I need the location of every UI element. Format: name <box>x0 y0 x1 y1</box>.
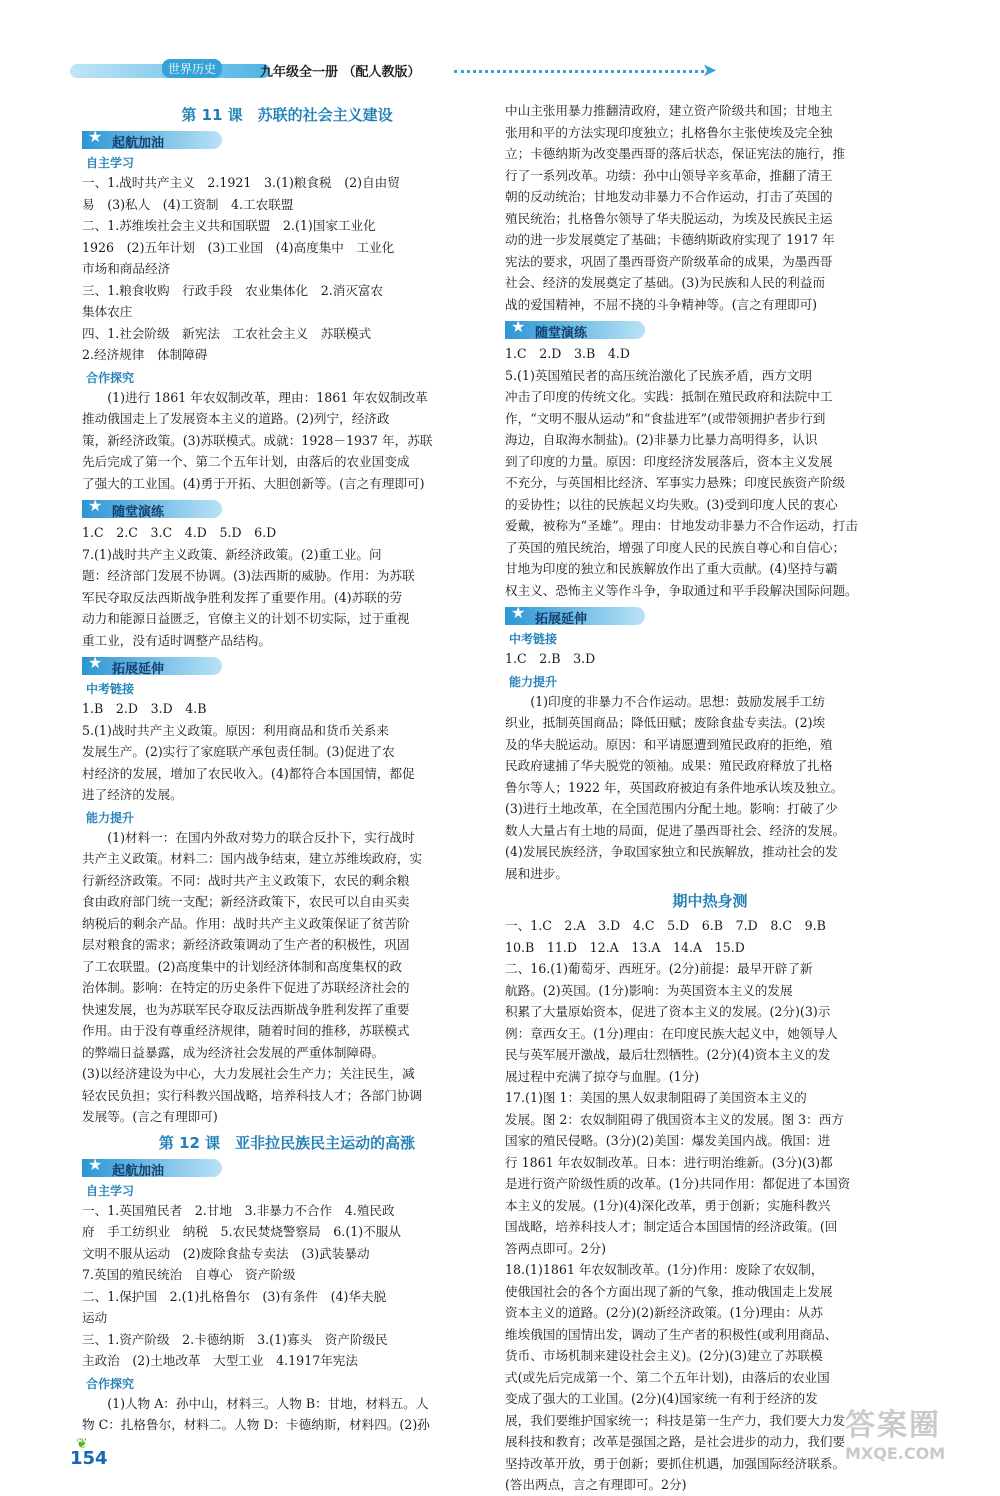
text-line: 爱戴，被称为“圣雄”。理由：甘地发动非暴力不合作运动，打击 <box>505 518 858 533</box>
text-line: 进了经济的发展。 <box>82 787 183 802</box>
page-number <box>68 1436 108 1470</box>
text-line: 的弊端日益暴露，成为经济社会发展的严重体制障碍。 <box>82 1044 385 1060</box>
text-line: 5.(1)英国殖民者的高压统治激化了民族矛盾，西方文明 <box>505 367 812 383</box>
text-line: 国家的殖民侵略。(3分)(2)美国：爆发美国内战。俄国：进 <box>505 1133 831 1148</box>
text-line: 运动 <box>82 1310 108 1325</box>
header-dotted-line <box>454 70 704 73</box>
text-line: 冲击了印度的传统文化。实践：抵制在殖民政府和法院中工 <box>505 389 833 404</box>
page-header <box>70 50 730 90</box>
left-column <box>82 100 492 1436</box>
midterm-title: 期中热身测 <box>672 892 748 910</box>
text-line: 发展等。(言之有理即可) <box>82 1109 218 1124</box>
text-line: (1)人物 A：孙中山，材料三。人物 B：甘地，材料五。人 <box>107 1395 429 1411</box>
watermark <box>845 1400 995 1480</box>
text-line: 文明不服从运动 (2)废除食盐专卖法 (3)武装暴动 <box>82 1245 370 1261</box>
text-line: (3)以经济建设为中心，大力发展社会生产力；关注民生，减 <box>82 1066 415 1081</box>
text-line: 轻农民负担；实行科教兴国战略，培养科技人才；各部门协调 <box>82 1087 423 1103</box>
watermark-top: 答案圈 <box>845 1408 941 1443</box>
text-line: 府 手工纺织业 纳税 5.农民焚烧警察局 6.(1)不服从 <box>82 1224 401 1239</box>
text-line: 式(或先后完成第一个、第二个五年计划)，由落后的农业国 <box>505 1369 830 1385</box>
text-line: 1.C 2.C 3.C 4.D 5.D 6.D <box>82 525 277 540</box>
text-line: 治体制。影响：在特定的历史条件下促进了苏联经济社会的 <box>82 980 410 995</box>
text-line: 市场和商品经济 <box>82 261 171 276</box>
text-line: 集体农庄 <box>82 304 133 319</box>
subsection-label: 合作探究 <box>86 1376 135 1391</box>
text-line: 了强大的工业国。(4)勇于开拓、大胆创新等。(言之有理即可) <box>82 475 425 491</box>
text-line: 5.(1)战时共产主义政策。原因：利用商品和货币关系来 <box>82 722 389 738</box>
text-line: 展和进步。 <box>505 865 568 881</box>
text-line: 主政治 (2)土地改革 大型工业 4.1917年宪法 <box>82 1353 358 1368</box>
text-line: 纳税后的剩余产品。作用：战时共产主义政策保证了贫苦阶 <box>82 915 410 931</box>
text-line: (3)进行土地改革，在全国范围内分配土地。影响：打破了少 <box>505 801 838 816</box>
text-line: 层对粮食的需求；新经济政策调动了生产者的积极性，巩固 <box>82 937 410 952</box>
subsection-label: 中考链接 <box>86 682 135 696</box>
page-number-text: 154 <box>70 1448 108 1469</box>
section-bar: ★ 起航加油 <box>82 1157 492 1179</box>
text-line: 二、16.(1)葡萄牙、西班牙。(2分)前提：最早开辟了新 <box>505 961 813 976</box>
text-line: (1)印度的非暴力不合作运动。思想：鼓励发展手工纺 <box>530 693 826 709</box>
subsection-label: 合作探究 <box>86 370 135 385</box>
text-line: 朝的反动统治；甘地发动非暴力不合作运动，打击了英国的 <box>505 189 833 204</box>
text-line: 18.(1)1861 年农奴制改革。(1分)作用：废除了农奴制， <box>505 1262 824 1277</box>
text-line: 民与英军展开激战，最后壮烈牺牲。(2分)(4)资本主义的发 <box>505 1047 831 1062</box>
text-line: (答出两点，言之有理即可。2分) <box>505 1477 687 1492</box>
text-line: 推动俄国走上了发展资本主义的道路。(2)列宁，经济政 <box>82 411 390 426</box>
text-line: 7.英国的殖民统治 自尊心 资产阶级 <box>82 1267 296 1282</box>
text-line: (1)进行 1861 年农奴制改革，理由：1861 年农奴制改革 <box>107 389 428 405</box>
text-line: 权主义、恐怖主义等作斗争，争取通过和平手段解决国际问题。 <box>505 582 858 598</box>
star-icon: ★ <box>88 496 103 515</box>
text-line: 了英国的殖民统治，增强了印度人民的民族自尊心和自信心； <box>505 539 846 555</box>
text-line: 二、1.保护国 2.(1)扎格鲁尔 (3)有条件 (4)华夫脱 <box>82 1288 387 1304</box>
text-line: 维埃俄国的国情出发，调动了生产者的积极性(或利用商品、 <box>505 1326 838 1342</box>
header-subject: 世界历史 <box>162 59 222 78</box>
text-line: 社会、经济的发展奠定了基础。(3)为民族和人民的利益而 <box>505 275 826 290</box>
text-line: 行了一系列改革。功绩：孙中山领导辛亥革命，推翻了清王 <box>505 167 833 183</box>
text-line: 数人大量占有土地的局面，促进了墨西哥社会、经济的发展。 <box>505 822 846 838</box>
text-line: 一、1.战时共产主义 2.1921 3.(1)粮食税 (2)自由贸 <box>82 175 400 190</box>
text-line: 及的华夫脱运动。原因：和平请愿遭到殖民政府的拒绝，殖 <box>505 736 833 752</box>
text-line: 食由政府部门统一支配；新经济政策下，农民可以自由买卖 <box>82 894 410 909</box>
text-line: 1.B 2.D 3.D 4.B <box>82 701 207 716</box>
text-line: 国战略，培养科技人才；制定适合本国国情的经济政策。(回 <box>505 1219 838 1234</box>
text-line: 作，“文明不服从运动”和“食盐进军”(或带领拥护者步行到 <box>505 410 826 426</box>
text-line: 作用。由于没有尊重经济规律，随着时间的推移，苏联模式 <box>82 1023 410 1038</box>
text-line: 1926 (2)五年计划 (3)工业国 (4)高度集中 工业化 <box>82 239 395 255</box>
text-line: 动的进一步发展奠定了基础；卡德纳斯政府实现了 1917 年 <box>505 232 835 247</box>
text-line: 宪法的要求，巩固了墨西哥资产阶级革命的成果，为墨西哥 <box>505 253 833 269</box>
text-line: 例：章西女王。(1分)理由：在印度民族大起义中，她领导人 <box>505 1025 838 1041</box>
text-line: 17.(1)图 1：美国的黑人奴隶制阻碍了美国资本主义的 <box>505 1090 807 1105</box>
text-line: 资本主义的道路。(2分)(2)新经济政策。(1分)理由：从苏 <box>505 1305 823 1320</box>
text-line: 中山主张用暴力推翻清政府，建立资产阶级共和国；甘地主 <box>505 103 833 118</box>
subsection-label: 能力提升 <box>509 674 558 689</box>
text-line: 10.B 11.D 12.A 13.A 14.A 15.D <box>505 939 745 955</box>
subsection-label: 能力提升 <box>86 810 135 825</box>
text-line: 四、1.社会阶级 新宪法 工农社会主义 苏联模式 <box>82 325 372 341</box>
text-line: 先后完成了第一个、第二个五年计划，由落后的农业国变成 <box>82 454 410 469</box>
text-line: 二、1.苏维埃社会主义共和国联盟 2.(1)国家工业化 <box>82 218 376 233</box>
text-line: 展科技和教育；改革是强国之路，是社会进步的动力，我们要 <box>505 1434 846 1449</box>
text-line: 2.经济规律 体制障碍 <box>82 347 208 362</box>
text-line: 本主义的发展。(1分)(4)深化改革，勇于创新；实施科教兴 <box>505 1197 831 1213</box>
text-line: 展，我们要维护国家统一；科技是第一生产力，我们要大力发 <box>505 1412 846 1428</box>
subsection-label: 自主学习 <box>86 1183 135 1198</box>
text-line: 易 (3)私人 (4)工资制 4.工农联盟 <box>82 196 294 212</box>
text-line: 一、1.C 2.A 3.D 4.C 5.D 6.B 7.D 8.C 9.B <box>505 918 826 933</box>
text-line: 积累了大量原始资本，促进了资本主义的发展。(2分)(3)示 <box>505 1004 831 1019</box>
text-line: 是进行资产阶级性质的改革。(1分)共同作用：都促进了本国资 <box>505 1176 851 1191</box>
text-line: 变成了强大的工业国。(2分)(4)国家统一有利于经济的发 <box>505 1391 818 1406</box>
text-line: 快速发展，也为苏联军民夺取反法西斯战争胜利发挥了重要 <box>82 1001 410 1017</box>
section-bar: ★ 随堂演练 <box>505 319 915 341</box>
text-line: 发展。图 2：农奴制阻碍了俄国资本主义的发展。图 3：西方 <box>505 1111 844 1127</box>
text-line: 航路。(2)英国。(1分)影响：为英国资本主义的发展 <box>505 982 793 998</box>
text-line: 不充分，与英国相比经济、军事实力悬殊；印度民族资产阶级 <box>505 475 846 490</box>
text-line: 共产主义政策。材料二：国内战争结束，建立苏维埃政府，实 <box>82 851 423 866</box>
text-line: 重工业，没有适时调整产品结构。 <box>82 632 271 648</box>
text-line: (4)发展民族经济，争取国家独立和民族解放，推动社会的发 <box>505 844 838 859</box>
section-bar: ★ 起航加油 <box>82 129 492 151</box>
text-line: 了工农联盟。(2)高度集中的计划经济体制和高度集权的政 <box>82 958 403 974</box>
text-line: 1.C 2.D 3.B 4.D <box>505 346 630 361</box>
text-line: 坚持改革开放，勇于创新；要抓住机遇，加强国际经济联系。 <box>505 1455 846 1471</box>
text-line: 行新经济政策。不同：战时共产主义政策下，农民的剩余粮 <box>82 872 410 888</box>
text-line: 行 1861 年农奴制改革。日本：进行明治维新。(3分)(3)都 <box>505 1154 833 1170</box>
watermark-bottom: MXQE.COM <box>845 1444 946 1463</box>
right-column <box>505 100 915 1496</box>
text-line: 民政府逮捕了华夫脱党的领袖。成果：殖民政府释放了扎格 <box>505 758 833 773</box>
text-line: 物 C：扎格鲁尔，材料二。人物 D：卡德纳斯，材料四。(2)孙 <box>82 1417 430 1432</box>
text-line: 发展生产。(2)实行了家庭联产承包责任制。(3)促进了农 <box>82 744 395 759</box>
text-line: 海边，自取海水制盐)。(2)非暴力比暴力高明得多，认识 <box>505 432 818 447</box>
leaf-icon: ❦ <box>76 1436 88 1452</box>
text-line: 的妥协性；以往的民族起义均失败。(3)受到印度人民的衷心 <box>505 496 838 512</box>
text-line: 三、1.粮食收购 行政手段 农业集体化 2.消灭富农 <box>82 282 384 298</box>
text-line: 三、1.资产阶级 2.卡德纳斯 3.(1)寡头 资产阶级民 <box>82 1331 388 1347</box>
star-icon: ★ <box>511 603 526 622</box>
text-line: 到了印度的力量。原因：印度经济发展落后，资本主义发展 <box>505 453 833 469</box>
text-line: 鲁尔等人；1922 年，英国政府被迫有条件地承认埃及独立。 <box>505 779 844 795</box>
text-line: 答两点即可。2分) <box>505 1240 607 1256</box>
subsection-label: 中考链接 <box>509 632 558 646</box>
text-line: 战的爱国精神，不屈不挠的斗争精神等。(言之有理即可) <box>505 296 818 312</box>
section-bar: ★ 拓展延伸 <box>505 605 915 627</box>
text-line: (1)材料一：在国内外敌对势力的联合反扑下，实行战时 <box>107 829 415 845</box>
text-line: 7.(1)战时共产主义政策、新经济政策。(2)重工业。问 <box>82 546 382 562</box>
text-line: 甘地为印度的独立和民族解放作出了重大贡献。(4)坚持与霸 <box>505 561 838 576</box>
text-line: 织业，抵制英国商品；降低田赋；废除食盐专卖法。(2)埃 <box>505 715 826 730</box>
lesson-11-title: 第 11 课 苏联的社会主义建设 <box>181 106 393 124</box>
star-icon: ★ <box>88 653 103 672</box>
text-line: 题：经济部门发展不协调。(3)法西斯的威胁。作用：为苏联 <box>82 568 415 583</box>
star-icon: ★ <box>511 317 526 336</box>
arrow-right-icon: ➤ <box>702 60 718 81</box>
header-grade: 九年级全一册 （配人教版） <box>260 65 421 80</box>
text-line: 策，新经济政策。(3)苏联模式。成就：1928－1937 年，苏联 <box>82 432 433 448</box>
star-icon: ★ <box>88 1154 103 1174</box>
subsection-label: 自主学习 <box>86 156 135 170</box>
text-line: 使俄国社会的各个方面出现了新的气象，推动俄国走上发展 <box>505 1283 833 1299</box>
text-line: 1.C 2.B 3.D <box>505 651 596 666</box>
lesson-12-title: 第 12 课 亚非拉民族民主运动的高涨 <box>158 1133 416 1152</box>
text-line: 货币、市场机制来建设社会主义)。(2分)(3)建立了苏联模 <box>505 1348 823 1363</box>
text-line: 动力和能源日益匮乏，官僚主义的计划不切实际，过于重视 <box>82 611 410 626</box>
text-line: 军民夺取反法西斯战争胜利发挥了重要作用。(4)苏联的劳 <box>82 589 403 605</box>
text-line: 张用和平的方法实现印度独立；扎格鲁尔主张使埃及完全独 <box>505 124 833 140</box>
section-bar: ★ 随堂演练 <box>82 498 492 520</box>
star-icon: ★ <box>88 127 103 146</box>
text-line: 村经济的发展，增加了农民收入。(4)都符合本国国情，都促 <box>82 765 415 781</box>
text-line: 一、1.英国殖民者 2.甘地 3.非暴力不合作 4.殖民政 <box>82 1202 395 1218</box>
section-bar: ★ 拓展延伸 <box>82 655 492 677</box>
text-line: 展过程中充满了掠夺与血腥。(1分) <box>505 1068 700 1084</box>
text-line: 立；卡德纳斯为改变墨西哥的落后状态，保证宪法的施行，推 <box>505 146 846 161</box>
text-line: 殖民统治；扎格鲁尔领导了华夫脱运动，为埃及民族民主运 <box>505 210 833 226</box>
